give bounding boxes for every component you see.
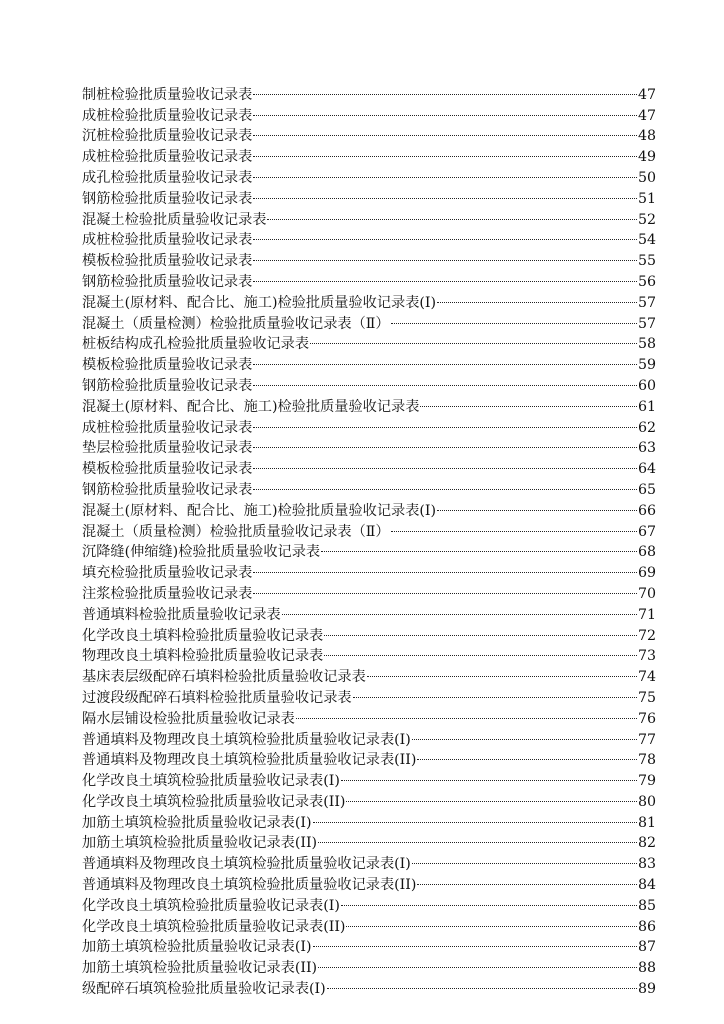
dot-leader [253, 411, 637, 432]
toc-entry-page: 61 [637, 398, 656, 415]
toc-entry-page: 52 [637, 211, 656, 228]
toc-entry-page: 57 [637, 294, 656, 311]
toc-entry-title: 物理改良土填料检验批质量验收记录表 [82, 648, 324, 665]
dot-leader [310, 328, 637, 349]
toc-entry-title: 加筋土填筑检验批质量验收记录表(II) [82, 960, 318, 977]
toc-entry-page: 75 [637, 689, 656, 706]
toc-entry-title: 钢筋检验批质量验收记录表 [82, 190, 253, 207]
toc-entry-title: 沉降缝(伸缩缝)检验批质量验收记录表 [82, 544, 321, 561]
toc-entry-page: 64 [637, 461, 656, 478]
toc-entry-title: 钢筋检验批质量验收记录表 [82, 377, 253, 394]
toc-entry-title: 混凝土（质量检测）检验批质量验收记录表（Ⅱ） [82, 523, 390, 540]
dot-leader [253, 244, 637, 265]
toc-entry-title: 钢筋检验批质量验收记录表 [82, 273, 253, 290]
toc-entry-page: 74 [637, 669, 656, 686]
toc-entry-title: 普通填料检验批质量验收记录表 [82, 606, 281, 623]
dot-leader [391, 307, 637, 328]
dot-leader [346, 785, 636, 806]
dot-leader [313, 931, 637, 952]
dot-leader [282, 598, 637, 619]
toc-entry-page: 58 [637, 336, 656, 353]
toc-entry-title: 成孔检验批质量验收记录表 [82, 169, 253, 186]
toc-entry-title: 模板检验批质量验收记录表 [82, 357, 253, 374]
toc-entry-page: 51 [637, 190, 656, 207]
dot-leader [346, 910, 636, 931]
toc-entry-page: 67 [637, 523, 656, 540]
toc-entry-page: 89 [637, 981, 656, 998]
toc-entry-page: 88 [637, 960, 656, 977]
dot-leader [253, 99, 637, 120]
toc-entry-page: 48 [637, 128, 656, 145]
toc-entry-page: 54 [637, 232, 656, 249]
toc-entry-title: 沉桩检验批质量验收记录表 [82, 128, 253, 145]
toc-entry-title: 成桩检验批质量验收记录表 [82, 232, 253, 249]
dot-leader [253, 348, 637, 369]
toc-entry-page: 78 [637, 752, 656, 769]
toc-entry-page: 80 [637, 793, 656, 810]
toc-entry-title: 化学改良土填料检验批质量验收记录表 [82, 627, 324, 644]
toc-entry-title: 成桩检验批质量验收记录表 [82, 149, 253, 166]
toc-entry-title: 混凝土(原材料、配合比、施工)检验批质量验收记录表(I) [82, 502, 437, 519]
toc-entry-title: 隔水层铺设检验批质量验收记录表 [82, 710, 295, 727]
toc-entry-page: 62 [637, 419, 656, 436]
dot-leader [253, 556, 637, 577]
dot-leader [253, 452, 637, 473]
dot-leader [253, 140, 637, 161]
toc-entry-title: 混凝土(原材料、配合比、施工)检验批质量验收记录表(I) [82, 294, 437, 311]
toc-entry-page: 63 [637, 440, 656, 457]
toc-entry-title: 钢筋检验批质量验收记录表 [82, 481, 253, 498]
table-of-contents [82, 78, 656, 998]
toc-entry-page: 65 [637, 481, 656, 498]
dot-leader [412, 723, 637, 744]
toc-entry-page: 47 [637, 86, 656, 103]
toc-entry-page: 71 [637, 606, 656, 623]
toc-entry-page: 69 [637, 565, 656, 582]
toc-entry-page: 68 [637, 544, 656, 561]
dot-leader [253, 78, 637, 99]
toc-entry-title: 成桩检验批质量验收记录表 [82, 107, 253, 124]
dot-leader [253, 161, 637, 182]
dot-leader [253, 265, 637, 286]
dot-leader [253, 473, 637, 494]
toc-entry-title: 填充检验批质量验收记录表 [82, 565, 253, 582]
toc-entry-title: 成桩检验批质量验收记录表 [82, 419, 253, 436]
toc-entry-title: 垫层检验批质量验收记录表 [82, 440, 253, 457]
toc-entry-title: 化学改良土填筑检验批质量验收记录表(II) [82, 918, 346, 935]
dot-leader [253, 369, 637, 390]
toc-entry-title: 基床表层级配碎石填料检验批质量验收记录表 [82, 669, 366, 686]
toc-entry-page: 60 [637, 377, 656, 394]
toc-entry-page: 66 [637, 502, 656, 519]
toc-entry-page: 76 [637, 710, 656, 727]
toc-entry-page: 55 [637, 253, 656, 270]
dot-leader [341, 889, 637, 910]
dot-leader [296, 702, 637, 723]
dot-leader [253, 432, 637, 453]
toc-entry-title: 桩板结构成孔检验批质量验收记录表 [82, 336, 310, 353]
toc-entry-title: 制桩检验批质量验收记录表 [82, 86, 253, 103]
dot-leader [327, 972, 637, 993]
toc-entry-title: 混凝土（质量检测）检验批质量验收记录表（Ⅱ） [82, 315, 390, 332]
toc-entry-title: 化学改良土填筑检验批质量验收记录表(II) [82, 793, 346, 810]
toc-entry-title: 加筋土填筑检验批质量验收记录表(I) [82, 939, 312, 956]
toc-entry-title: 普通填料及物理改良土填筑检验批质量验收记录表(II) [82, 752, 417, 769]
toc-entry-title: 注浆检验批质量验收记录表 [82, 585, 253, 602]
dot-leader [253, 182, 637, 203]
toc-entry-title: 混凝土检验批质量验收记录表 [82, 211, 267, 228]
toc-entry-title: 过渡段级配碎石填料检验批质量验收记录表 [82, 689, 352, 706]
toc-entry-title: 加筋土填筑检验批质量验收记录表(I) [82, 814, 312, 831]
toc-entry-title: 普通填料及物理改良土填筑检验批质量验收记录表(I) [82, 856, 411, 873]
toc-entry-page: 72 [637, 627, 656, 644]
dot-leader [341, 764, 637, 785]
toc-entry-page: 85 [637, 897, 656, 914]
toc-entry-title: 模板检验批质量验收记录表 [82, 253, 253, 270]
toc-entry-page: 73 [637, 648, 656, 665]
dot-leader [353, 681, 637, 702]
toc-entry-page: 57 [637, 315, 656, 332]
dot-leader [420, 390, 637, 411]
dot-leader [367, 660, 637, 681]
toc-entry-page: 81 [637, 814, 656, 831]
toc-entry-page: 84 [637, 877, 656, 894]
toc-entry-page: 47 [637, 107, 656, 124]
toc-entry-page: 59 [637, 357, 656, 374]
dot-leader [437, 494, 637, 515]
toc-entry-title: 混凝土(原材料、配合比、施工)检验批质量验收记录表 [82, 398, 420, 415]
toc-entry-page: 82 [637, 835, 656, 852]
toc-entry-page: 86 [637, 918, 656, 935]
toc-entry-title: 级配碎石填筑检验批质量验收记录表(I) [82, 981, 326, 998]
dot-leader [417, 744, 637, 765]
toc-entry-title: 化学改良土填筑检验批质量验收记录表(I) [82, 897, 340, 914]
toc-entry-title: 化学改良土填筑检验批质量验收记录表(I) [82, 773, 340, 790]
dot-leader [321, 536, 637, 557]
dot-leader [324, 640, 637, 661]
toc-entry[interactable] [82, 78, 656, 103]
dot-leader [313, 806, 637, 827]
toc-entry-page: 83 [637, 856, 656, 873]
toc-entry-page: 56 [637, 273, 656, 290]
toc-entry-page: 70 [637, 585, 656, 602]
dot-leader [253, 224, 637, 245]
toc-entry-page: 50 [637, 169, 656, 186]
toc-entry-title: 普通填料及物理改良土填筑检验批质量验收记录表(I) [82, 731, 411, 748]
toc-entry-page: 77 [637, 731, 656, 748]
dot-leader [253, 120, 637, 141]
dot-leader [253, 577, 637, 598]
toc-entry-page: 79 [637, 773, 656, 790]
dot-leader [267, 203, 636, 224]
dot-leader [437, 286, 637, 307]
dot-leader [318, 827, 637, 848]
dot-leader [324, 619, 637, 640]
toc-entry-title: 普通填料及物理改良土填筑检验批质量验收记录表(II) [82, 877, 417, 894]
toc-entry-page: 87 [637, 939, 656, 956]
dot-leader [417, 868, 637, 889]
toc-entry-page: 49 [637, 149, 656, 166]
dot-leader [412, 847, 637, 868]
dot-leader [318, 951, 637, 972]
dot-leader [391, 515, 637, 536]
toc-entry-title: 加筋土填筑检验批质量验收记录表(II) [82, 835, 318, 852]
toc-entry-title: 模板检验批质量验收记录表 [82, 461, 253, 478]
